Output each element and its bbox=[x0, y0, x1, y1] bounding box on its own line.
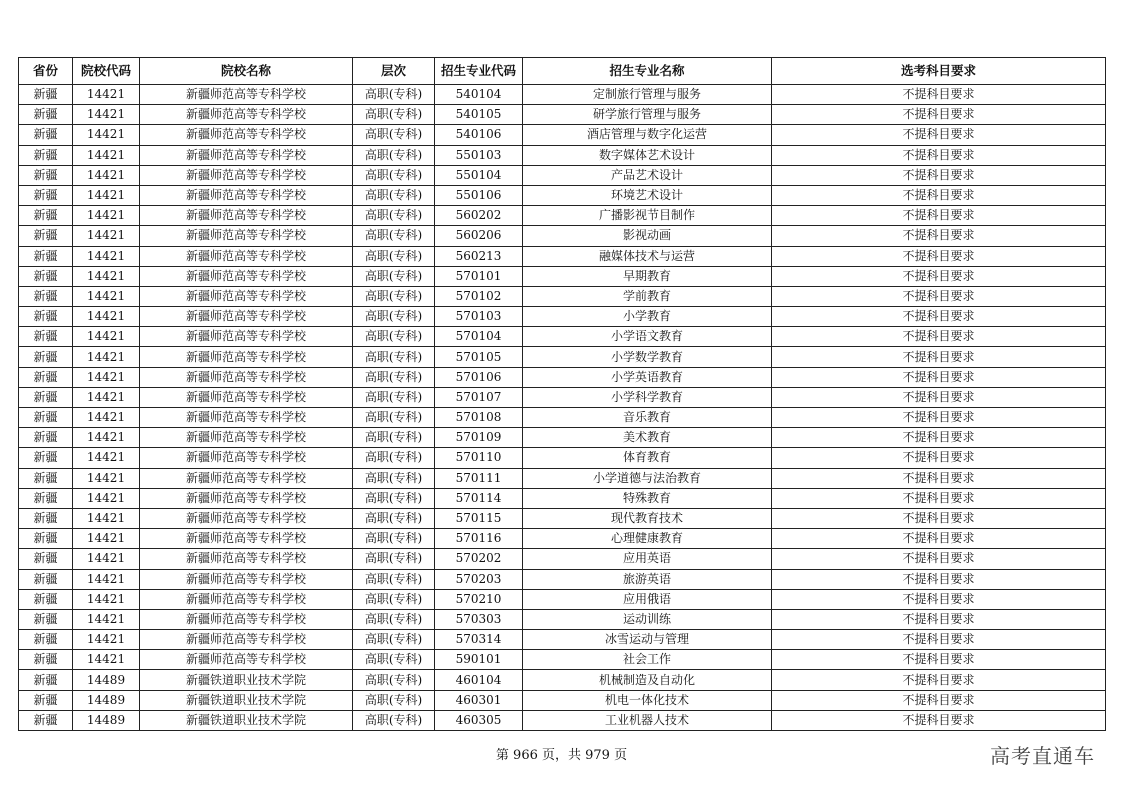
cell-major-code: 540105 bbox=[435, 105, 523, 125]
cell-major-code: 570114 bbox=[435, 488, 523, 508]
cell-subject-requirement: 不提科目要求 bbox=[772, 670, 1106, 690]
cell-school-name: 新疆师范高等专科学校 bbox=[140, 448, 353, 468]
cell-major-code: 570107 bbox=[435, 387, 523, 407]
cell-subject-requirement: 不提科目要求 bbox=[772, 105, 1106, 125]
cell-major-code: 460104 bbox=[435, 670, 523, 690]
cell-province: 新疆 bbox=[19, 165, 73, 185]
cell-major-name: 机械制造及自动化 bbox=[523, 670, 772, 690]
cell-level: 高职(专科) bbox=[353, 165, 435, 185]
cell-province: 新疆 bbox=[19, 105, 73, 125]
cell-major-code: 460301 bbox=[435, 690, 523, 710]
cell-major-code: 570101 bbox=[435, 266, 523, 286]
cell-major-name: 社会工作 bbox=[523, 650, 772, 670]
cell-subject-requirement: 不提科目要求 bbox=[772, 387, 1106, 407]
cell-major-name: 定制旅行管理与服务 bbox=[523, 85, 772, 105]
cell-major-code: 550104 bbox=[435, 165, 523, 185]
cell-major-name: 小学数学教育 bbox=[523, 347, 772, 367]
cell-subject-requirement: 不提科目要求 bbox=[772, 327, 1106, 347]
cell-province: 新疆 bbox=[19, 569, 73, 589]
cell-major-name: 旅游英语 bbox=[523, 569, 772, 589]
cell-subject-requirement: 不提科目要求 bbox=[772, 488, 1106, 508]
cell-major-name: 小学道德与法治教育 bbox=[523, 468, 772, 488]
cell-major-name: 小学语文教育 bbox=[523, 327, 772, 347]
cell-subject-requirement: 不提科目要求 bbox=[772, 650, 1106, 670]
table-row bbox=[19, 609, 1106, 629]
header-major-name: 招生专业名称 bbox=[523, 58, 772, 85]
watermark-text: 高考直通车 bbox=[990, 744, 1095, 768]
cell-level: 高职(专科) bbox=[353, 609, 435, 629]
cell-major-code: 570104 bbox=[435, 327, 523, 347]
cell-school-code: 14421 bbox=[73, 468, 140, 488]
cell-school-name: 新疆师范高等专科学校 bbox=[140, 630, 353, 650]
cell-subject-requirement: 不提科目要求 bbox=[772, 710, 1106, 730]
cell-province: 新疆 bbox=[19, 145, 73, 165]
header-level: 层次 bbox=[353, 58, 435, 85]
cell-subject-requirement: 不提科目要求 bbox=[772, 428, 1106, 448]
cell-school-name: 新疆师范高等专科学校 bbox=[140, 327, 353, 347]
table-row bbox=[19, 206, 1106, 226]
cell-school-code: 14421 bbox=[73, 307, 140, 327]
cell-level: 高职(专科) bbox=[353, 650, 435, 670]
cell-major-name: 早期教育 bbox=[523, 266, 772, 286]
cell-major-code: 570110 bbox=[435, 448, 523, 468]
cell-school-name: 新疆师范高等专科学校 bbox=[140, 105, 353, 125]
cell-level: 高职(专科) bbox=[353, 226, 435, 246]
table-row bbox=[19, 569, 1106, 589]
cell-major-code: 550103 bbox=[435, 145, 523, 165]
cell-level: 高职(专科) bbox=[353, 246, 435, 266]
cell-level: 高职(专科) bbox=[353, 690, 435, 710]
header-major-code: 招生专业代码 bbox=[435, 58, 523, 85]
cell-major-code: 570102 bbox=[435, 286, 523, 306]
table-row bbox=[19, 185, 1106, 205]
table-row bbox=[19, 408, 1106, 428]
cell-subject-requirement: 不提科目要求 bbox=[772, 226, 1106, 246]
cell-school-name: 新疆师范高等专科学校 bbox=[140, 508, 353, 528]
cell-school-code: 14421 bbox=[73, 206, 140, 226]
cell-school-code: 14421 bbox=[73, 266, 140, 286]
cell-major-name: 应用俄语 bbox=[523, 589, 772, 609]
cell-major-code: 570108 bbox=[435, 408, 523, 428]
cell-school-name: 新疆师范高等专科学校 bbox=[140, 85, 353, 105]
cell-subject-requirement: 不提科目要求 bbox=[772, 549, 1106, 569]
cell-school-name: 新疆师范高等专科学校 bbox=[140, 387, 353, 407]
table-row bbox=[19, 508, 1106, 528]
cell-school-name: 新疆师范高等专科学校 bbox=[140, 408, 353, 428]
cell-level: 高职(专科) bbox=[353, 710, 435, 730]
cell-level: 高职(专科) bbox=[353, 448, 435, 468]
cell-major-code: 540104 bbox=[435, 85, 523, 105]
table-row bbox=[19, 710, 1106, 730]
cell-major-name: 体育教育 bbox=[523, 448, 772, 468]
cell-level: 高职(专科) bbox=[353, 468, 435, 488]
cell-school-code: 14421 bbox=[73, 185, 140, 205]
cell-level: 高职(专科) bbox=[353, 508, 435, 528]
table-row bbox=[19, 145, 1106, 165]
cell-level: 高职(专科) bbox=[353, 347, 435, 367]
cell-school-code: 14421 bbox=[73, 145, 140, 165]
cell-school-code: 14489 bbox=[73, 710, 140, 730]
cell-major-name: 机电一体化技术 bbox=[523, 690, 772, 710]
cell-school-name: 新疆师范高等专科学校 bbox=[140, 569, 353, 589]
cell-major-code: 570115 bbox=[435, 508, 523, 528]
cell-province: 新疆 bbox=[19, 246, 73, 266]
cell-major-name: 产品艺术设计 bbox=[523, 165, 772, 185]
cell-major-code: 570105 bbox=[435, 347, 523, 367]
cell-school-name: 新疆师范高等专科学校 bbox=[140, 226, 353, 246]
cell-school-code: 14421 bbox=[73, 246, 140, 266]
cell-level: 高职(专科) bbox=[353, 266, 435, 286]
cell-major-code: 560206 bbox=[435, 226, 523, 246]
table-row bbox=[19, 85, 1106, 105]
cell-major-name: 酒店管理与数字化运营 bbox=[523, 125, 772, 145]
cell-major-name: 心理健康教育 bbox=[523, 529, 772, 549]
cell-major-name: 广播影视节目制作 bbox=[523, 206, 772, 226]
cell-province: 新疆 bbox=[19, 387, 73, 407]
cell-subject-requirement: 不提科目要求 bbox=[772, 145, 1106, 165]
cell-major-name: 影视动画 bbox=[523, 226, 772, 246]
cell-major-name: 学前教育 bbox=[523, 286, 772, 306]
cell-school-name: 新疆师范高等专科学校 bbox=[140, 286, 353, 306]
cell-major-code: 570103 bbox=[435, 307, 523, 327]
cell-major-name: 工业机器人技术 bbox=[523, 710, 772, 730]
cell-province: 新疆 bbox=[19, 206, 73, 226]
cell-school-code: 14421 bbox=[73, 286, 140, 306]
cell-subject-requirement: 不提科目要求 bbox=[772, 690, 1106, 710]
table-row bbox=[19, 105, 1106, 125]
cell-level: 高职(专科) bbox=[353, 286, 435, 306]
cell-level: 高职(专科) bbox=[353, 367, 435, 387]
cell-school-code: 14421 bbox=[73, 347, 140, 367]
table-row bbox=[19, 307, 1106, 327]
cell-province: 新疆 bbox=[19, 226, 73, 246]
cell-subject-requirement: 不提科目要求 bbox=[772, 569, 1106, 589]
cell-school-code: 14421 bbox=[73, 85, 140, 105]
cell-major-code: 570116 bbox=[435, 529, 523, 549]
cell-school-code: 14421 bbox=[73, 408, 140, 428]
cell-subject-requirement: 不提科目要求 bbox=[772, 408, 1106, 428]
cell-subject-requirement: 不提科目要求 bbox=[772, 529, 1106, 549]
cell-school-code: 14421 bbox=[73, 569, 140, 589]
cell-subject-requirement: 不提科目要求 bbox=[772, 307, 1106, 327]
cell-major-name: 数字媒体艺术设计 bbox=[523, 145, 772, 165]
table-body bbox=[19, 85, 1106, 731]
cell-major-name: 现代教育技术 bbox=[523, 508, 772, 528]
cell-major-name: 音乐教育 bbox=[523, 408, 772, 428]
table-row bbox=[19, 670, 1106, 690]
cell-major-code: 570203 bbox=[435, 569, 523, 589]
table-row bbox=[19, 327, 1106, 347]
table-row bbox=[19, 448, 1106, 468]
cell-province: 新疆 bbox=[19, 367, 73, 387]
cell-school-name: 新疆师范高等专科学校 bbox=[140, 307, 353, 327]
cell-subject-requirement: 不提科目要求 bbox=[772, 589, 1106, 609]
cell-level: 高职(专科) bbox=[353, 85, 435, 105]
table-row bbox=[19, 266, 1106, 286]
cell-province: 新疆 bbox=[19, 630, 73, 650]
header-school-name: 院校名称 bbox=[140, 58, 353, 85]
cell-major-name: 应用英语 bbox=[523, 549, 772, 569]
cell-province: 新疆 bbox=[19, 549, 73, 569]
cell-school-code: 14421 bbox=[73, 367, 140, 387]
cell-school-name: 新疆师范高等专科学校 bbox=[140, 266, 353, 286]
cell-major-name: 小学英语教育 bbox=[523, 367, 772, 387]
cell-subject-requirement: 不提科目要求 bbox=[772, 347, 1106, 367]
cell-province: 新疆 bbox=[19, 609, 73, 629]
cell-school-name: 新疆师范高等专科学校 bbox=[140, 488, 353, 508]
cell-level: 高职(专科) bbox=[353, 589, 435, 609]
header-province: 省份 bbox=[19, 58, 73, 85]
cell-level: 高职(专科) bbox=[353, 185, 435, 205]
cell-level: 高职(专科) bbox=[353, 529, 435, 549]
cell-school-name: 新疆师范高等专科学校 bbox=[140, 125, 353, 145]
cell-school-name: 新疆铁道职业技术学院 bbox=[140, 670, 353, 690]
cell-school-code: 14421 bbox=[73, 650, 140, 670]
cell-province: 新疆 bbox=[19, 488, 73, 508]
table-row bbox=[19, 529, 1106, 549]
table-row bbox=[19, 488, 1106, 508]
cell-major-code: 460305 bbox=[435, 710, 523, 730]
cell-province: 新疆 bbox=[19, 125, 73, 145]
cell-level: 高职(专科) bbox=[353, 327, 435, 347]
cell-level: 高职(专科) bbox=[353, 145, 435, 165]
cell-school-name: 新疆师范高等专科学校 bbox=[140, 206, 353, 226]
cell-major-code: 570109 bbox=[435, 428, 523, 448]
table-row bbox=[19, 589, 1106, 609]
cell-major-name: 小学教育 bbox=[523, 307, 772, 327]
cell-major-name: 融媒体技术与运营 bbox=[523, 246, 772, 266]
cell-major-code: 550106 bbox=[435, 185, 523, 205]
cell-province: 新疆 bbox=[19, 347, 73, 367]
cell-subject-requirement: 不提科目要求 bbox=[772, 165, 1106, 185]
cell-school-code: 14421 bbox=[73, 488, 140, 508]
cell-school-code: 14421 bbox=[73, 549, 140, 569]
cell-school-code: 14421 bbox=[73, 105, 140, 125]
cell-subject-requirement: 不提科目要求 bbox=[772, 286, 1106, 306]
cell-school-code: 14421 bbox=[73, 125, 140, 145]
cell-province: 新疆 bbox=[19, 670, 73, 690]
cell-subject-requirement: 不提科目要求 bbox=[772, 448, 1106, 468]
cell-subject-requirement: 不提科目要求 bbox=[772, 206, 1106, 226]
cell-province: 新疆 bbox=[19, 185, 73, 205]
table-row bbox=[19, 468, 1106, 488]
cell-major-code: 570210 bbox=[435, 589, 523, 609]
table-row bbox=[19, 690, 1106, 710]
cell-level: 高职(专科) bbox=[353, 387, 435, 407]
cell-major-code: 570202 bbox=[435, 549, 523, 569]
cell-school-code: 14421 bbox=[73, 529, 140, 549]
table-row bbox=[19, 286, 1106, 306]
cell-school-name: 新疆师范高等专科学校 bbox=[140, 246, 353, 266]
cell-school-name: 新疆师范高等专科学校 bbox=[140, 468, 353, 488]
cell-school-name: 新疆铁道职业技术学院 bbox=[140, 710, 353, 730]
admission-table bbox=[18, 57, 1106, 731]
cell-school-name: 新疆师范高等专科学校 bbox=[140, 650, 353, 670]
cell-school-name: 新疆师范高等专科学校 bbox=[140, 428, 353, 448]
cell-school-code: 14489 bbox=[73, 670, 140, 690]
cell-school-code: 14421 bbox=[73, 448, 140, 468]
cell-subject-requirement: 不提科目要求 bbox=[772, 266, 1106, 286]
cell-school-code: 14421 bbox=[73, 630, 140, 650]
cell-level: 高职(专科) bbox=[353, 428, 435, 448]
table-row bbox=[19, 630, 1106, 650]
cell-school-code: 14421 bbox=[73, 387, 140, 407]
cell-school-code: 14421 bbox=[73, 609, 140, 629]
cell-subject-requirement: 不提科目要求 bbox=[772, 609, 1106, 629]
cell-major-code: 560202 bbox=[435, 206, 523, 226]
cell-major-code: 570314 bbox=[435, 630, 523, 650]
cell-major-code: 570111 bbox=[435, 468, 523, 488]
cell-province: 新疆 bbox=[19, 428, 73, 448]
cell-province: 新疆 bbox=[19, 529, 73, 549]
cell-province: 新疆 bbox=[19, 448, 73, 468]
cell-province: 新疆 bbox=[19, 266, 73, 286]
cell-school-name: 新疆师范高等专科学校 bbox=[140, 529, 353, 549]
cell-province: 新疆 bbox=[19, 307, 73, 327]
cell-school-code: 14421 bbox=[73, 508, 140, 528]
cell-school-name: 新疆师范高等专科学校 bbox=[140, 185, 353, 205]
cell-province: 新疆 bbox=[19, 85, 73, 105]
cell-major-name: 小学科学教育 bbox=[523, 387, 772, 407]
cell-level: 高职(专科) bbox=[353, 549, 435, 569]
cell-province: 新疆 bbox=[19, 650, 73, 670]
cell-major-code: 570303 bbox=[435, 609, 523, 629]
cell-province: 新疆 bbox=[19, 589, 73, 609]
cell-school-name: 新疆师范高等专科学校 bbox=[140, 347, 353, 367]
table-row bbox=[19, 387, 1106, 407]
cell-subject-requirement: 不提科目要求 bbox=[772, 185, 1106, 205]
table-row bbox=[19, 428, 1106, 448]
cell-province: 新疆 bbox=[19, 508, 73, 528]
cell-level: 高职(专科) bbox=[353, 408, 435, 428]
cell-school-code: 14421 bbox=[73, 165, 140, 185]
cell-level: 高职(专科) bbox=[353, 125, 435, 145]
cell-province: 新疆 bbox=[19, 710, 73, 730]
cell-major-name: 美术教育 bbox=[523, 428, 772, 448]
cell-major-name: 运动训练 bbox=[523, 609, 772, 629]
cell-school-name: 新疆师范高等专科学校 bbox=[140, 589, 353, 609]
table-header-row bbox=[19, 58, 1106, 85]
cell-school-name: 新疆师范高等专科学校 bbox=[140, 609, 353, 629]
cell-major-name: 研学旅行管理与服务 bbox=[523, 105, 772, 125]
cell-level: 高职(专科) bbox=[353, 630, 435, 650]
cell-subject-requirement: 不提科目要求 bbox=[772, 630, 1106, 650]
cell-level: 高职(专科) bbox=[353, 307, 435, 327]
cell-level: 高职(专科) bbox=[353, 670, 435, 690]
table-row bbox=[19, 246, 1106, 266]
cell-province: 新疆 bbox=[19, 286, 73, 306]
cell-major-name: 环境艺术设计 bbox=[523, 185, 772, 205]
table-row bbox=[19, 226, 1106, 246]
table-row bbox=[19, 165, 1106, 185]
cell-school-code: 14489 bbox=[73, 690, 140, 710]
cell-subject-requirement: 不提科目要求 bbox=[772, 367, 1106, 387]
cell-major-name: 特殊教育 bbox=[523, 488, 772, 508]
cell-major-code: 560213 bbox=[435, 246, 523, 266]
cell-school-name: 新疆师范高等专科学校 bbox=[140, 165, 353, 185]
cell-subject-requirement: 不提科目要求 bbox=[772, 125, 1106, 145]
cell-school-name: 新疆铁道职业技术学院 bbox=[140, 690, 353, 710]
cell-level: 高职(专科) bbox=[353, 105, 435, 125]
cell-level: 高职(专科) bbox=[353, 488, 435, 508]
cell-level: 高职(专科) bbox=[353, 206, 435, 226]
cell-province: 新疆 bbox=[19, 468, 73, 488]
cell-province: 新疆 bbox=[19, 327, 73, 347]
cell-major-code: 570106 bbox=[435, 367, 523, 387]
cell-school-name: 新疆师范高等专科学校 bbox=[140, 145, 353, 165]
cell-subject-requirement: 不提科目要求 bbox=[772, 85, 1106, 105]
table-row bbox=[19, 367, 1106, 387]
cell-school-name: 新疆师范高等专科学校 bbox=[140, 549, 353, 569]
cell-major-name: 冰雪运动与管理 bbox=[523, 630, 772, 650]
cell-level: 高职(专科) bbox=[353, 569, 435, 589]
cell-subject-requirement: 不提科目要求 bbox=[772, 246, 1106, 266]
cell-major-code: 590101 bbox=[435, 650, 523, 670]
cell-subject-requirement: 不提科目要求 bbox=[772, 468, 1106, 488]
table-row bbox=[19, 650, 1106, 670]
table-row bbox=[19, 347, 1106, 367]
table-row bbox=[19, 549, 1106, 569]
cell-major-code: 540106 bbox=[435, 125, 523, 145]
cell-school-code: 14421 bbox=[73, 589, 140, 609]
cell-province: 新疆 bbox=[19, 690, 73, 710]
cell-subject-requirement: 不提科目要求 bbox=[772, 508, 1106, 528]
table-row bbox=[19, 125, 1106, 145]
header-school-code: 院校代码 bbox=[73, 58, 140, 85]
cell-province: 新疆 bbox=[19, 408, 73, 428]
cell-school-name: 新疆师范高等专科学校 bbox=[140, 367, 353, 387]
page-number: 第 966 页，共 979 页 bbox=[495, 748, 628, 763]
cell-school-code: 14421 bbox=[73, 327, 140, 347]
header-subject-requirement: 选考科目要求 bbox=[772, 58, 1106, 85]
cell-school-code: 14421 bbox=[73, 226, 140, 246]
cell-school-code: 14421 bbox=[73, 428, 140, 448]
